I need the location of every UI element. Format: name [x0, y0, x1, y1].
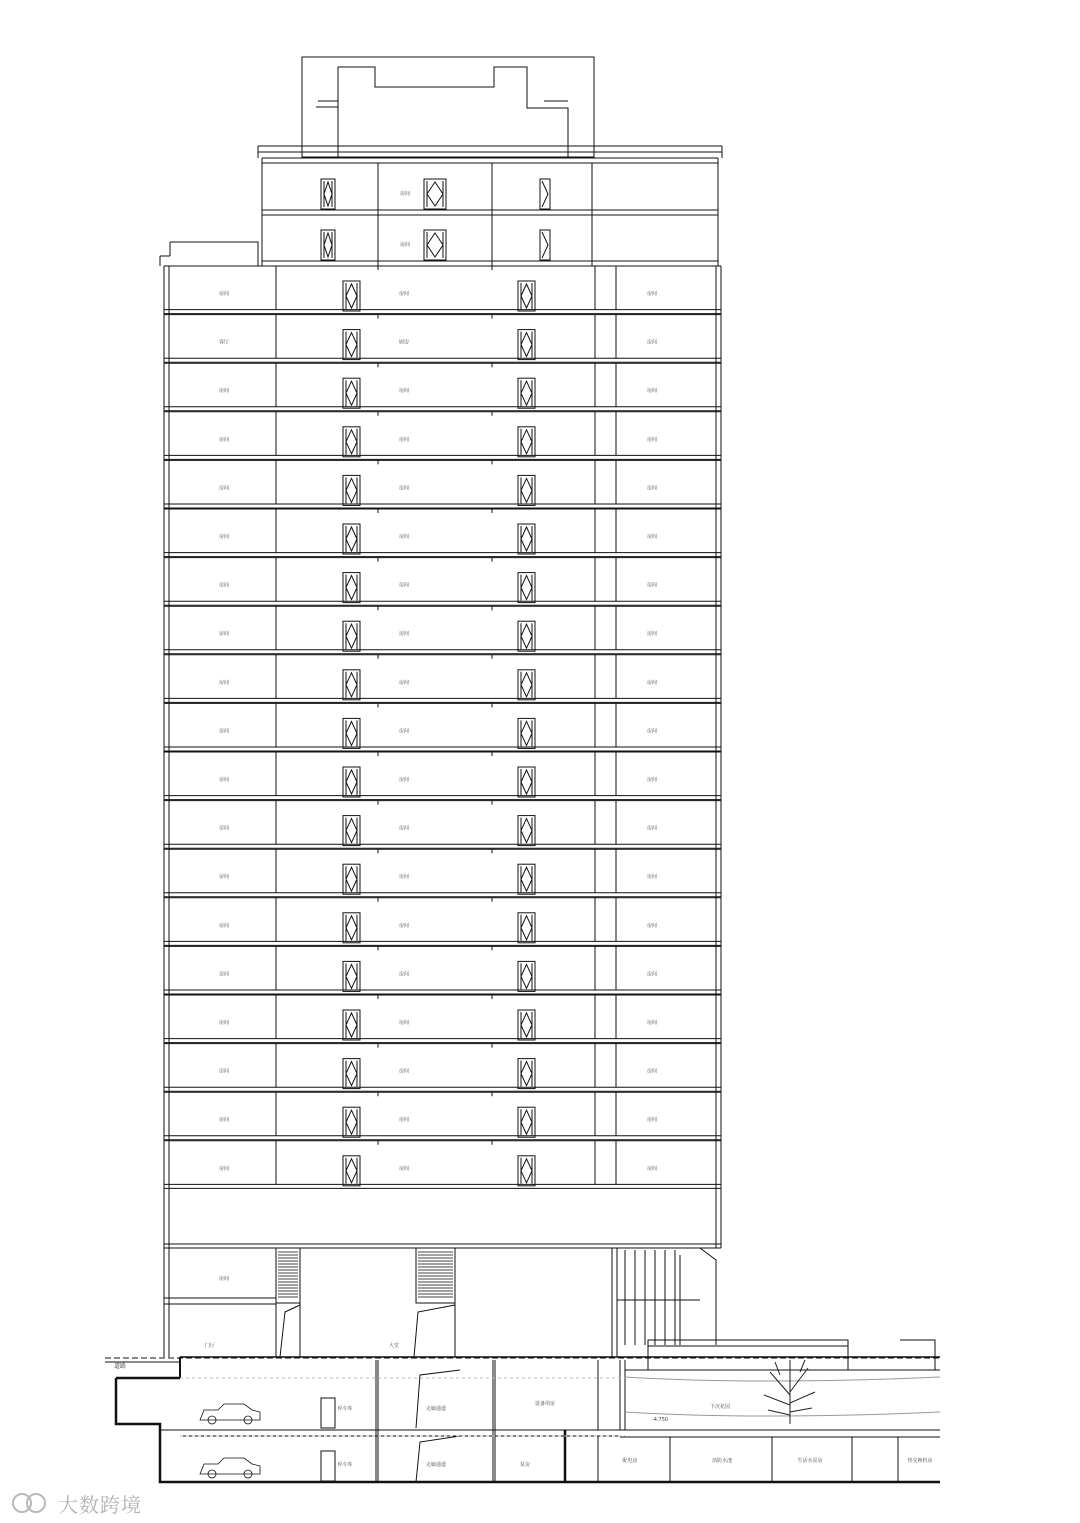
- room-label: 房间: [398, 728, 410, 735]
- door-icon: [343, 718, 360, 748]
- room-label: 房间: [646, 1165, 658, 1172]
- room-label: 房间: [398, 777, 410, 783]
- door-icon: [343, 767, 360, 797]
- room-label: 房间: [646, 1068, 658, 1075]
- roof-mechanical-block: [302, 57, 594, 157]
- room-label: 大堂: [388, 1343, 400, 1349]
- tower-floor: [164, 703, 721, 751]
- room-label: 停车库: [337, 1462, 353, 1468]
- room-label: 房间: [218, 534, 230, 540]
- room-label: 房间: [398, 1020, 410, 1026]
- door-icon: [518, 524, 535, 554]
- door-marks-basement: [321, 1398, 335, 1481]
- door-icon: [518, 1059, 535, 1089]
- tower-floor: [164, 946, 721, 994]
- penthouse-floor: [262, 163, 718, 215]
- room-label: 房间: [399, 191, 411, 197]
- room-label: 配电房: [622, 1458, 638, 1464]
- room-label: 房间: [398, 825, 410, 832]
- door-icon: [518, 281, 535, 311]
- tower-floor: [164, 655, 721, 703]
- room-label: 泵房: [519, 1462, 531, 1468]
- room-label: 房间: [218, 728, 230, 735]
- watermark-text: 大数跨境: [58, 1492, 142, 1517]
- room-label: 房间: [646, 1117, 658, 1124]
- tower-floor: [164, 558, 721, 606]
- tower-floor: [164, 460, 721, 508]
- door-icon: [343, 281, 360, 311]
- room-label: 房间: [218, 1068, 230, 1075]
- room-label: 房间: [398, 485, 410, 492]
- podium-structure: [164, 1248, 716, 1360]
- room-label: 房间: [646, 485, 658, 492]
- tower-floor: [164, 1092, 721, 1140]
- door-icon: [321, 179, 335, 209]
- room-label: 房间: [398, 631, 410, 638]
- penthouse-floor: [262, 214, 718, 266]
- curtain-wall: [625, 1250, 675, 1345]
- room-label: 房间: [218, 388, 230, 395]
- door-icon: [518, 767, 535, 797]
- door-icon: [518, 475, 535, 505]
- room-label: 房间: [218, 436, 230, 443]
- room-label: 房间: [646, 679, 658, 686]
- door-icon: [518, 913, 535, 943]
- room-label: 消防水池: [711, 1458, 733, 1464]
- door-icon: [518, 961, 535, 991]
- door-icon: [518, 573, 535, 603]
- room-label: 客厅: [218, 339, 230, 346]
- room-label: 房间: [398, 1117, 410, 1124]
- room-label: 房间: [218, 582, 230, 589]
- podium-slab: [164, 1244, 721, 1248]
- room-label: 房间: [398, 436, 410, 443]
- room-label: 房间: [218, 825, 230, 832]
- room-label: 房间: [218, 874, 230, 881]
- room-label: 房间: [398, 922, 410, 929]
- room-label: 房间: [646, 874, 658, 881]
- door-icon: [343, 475, 360, 505]
- room-label: 房间: [646, 388, 658, 395]
- car-icon: [200, 1458, 260, 1478]
- room-label: 热交换机房: [907, 1458, 933, 1464]
- door-icon: [518, 427, 535, 457]
- room-label: 房间: [646, 436, 658, 443]
- room-label: 房间: [646, 777, 658, 783]
- door-icon: [343, 1010, 360, 1040]
- room-label: 房间: [398, 534, 410, 540]
- door-icon: [343, 816, 360, 846]
- door-icon: [343, 427, 360, 457]
- door-icon: [518, 718, 535, 748]
- door-icon: [343, 913, 360, 943]
- room-label: 厨房: [398, 339, 410, 346]
- door-icon: [518, 864, 535, 894]
- door-icon: [343, 670, 360, 700]
- door-icon: [343, 961, 360, 991]
- room-label: 房间: [218, 1020, 230, 1026]
- door-icon: [518, 330, 535, 360]
- room-label: 房间: [646, 582, 658, 589]
- door-icon: [343, 330, 360, 360]
- room-label: 道路: [113, 1363, 127, 1370]
- door-icon: [518, 816, 535, 846]
- room-label: 房间: [398, 291, 410, 297]
- room-label: 下沉花园: [709, 1404, 731, 1410]
- door-icon: [424, 230, 446, 260]
- room-label: 房间: [398, 679, 410, 686]
- room-label: 房间: [646, 339, 658, 346]
- door-icon: [321, 230, 335, 260]
- tower-floor: [164, 801, 721, 849]
- tower-floor: [164, 315, 721, 363]
- door-icon: [343, 1059, 360, 1089]
- room-label: 房间: [218, 631, 230, 638]
- tower-floor: [164, 266, 721, 314]
- tower-floor: [164, 606, 721, 654]
- room-label: 门厅: [204, 1343, 216, 1349]
- room-label: 房间: [646, 631, 658, 638]
- watermark: [8, 1488, 142, 1518]
- tower-floor: [164, 412, 721, 460]
- room-label: 房间: [218, 1276, 230, 1282]
- room-label: 房间: [218, 485, 230, 492]
- door-icon: [518, 670, 535, 700]
- tower-floor: [164, 363, 721, 411]
- room-label: 房间: [646, 728, 658, 735]
- door-icon: [518, 378, 535, 408]
- door-icon: [343, 1156, 360, 1186]
- room-label: 走廊通道: [425, 1462, 447, 1468]
- room-label: 房间: [398, 971, 410, 978]
- door-icon: [343, 573, 360, 603]
- room-label: 生活水泵房: [797, 1458, 823, 1464]
- door-icon: [343, 1107, 360, 1137]
- room-label: 房间: [646, 922, 658, 929]
- room-label: 房间: [218, 1117, 230, 1124]
- tower-envelope: [164, 266, 721, 1248]
- room-label: 房间: [218, 777, 230, 783]
- room-label: 房间: [218, 1165, 230, 1172]
- room-label: -4.750: [651, 1417, 669, 1423]
- car-icon: [200, 1404, 260, 1424]
- double-circle-logo-icon: [8, 1491, 52, 1515]
- room-label: 房间: [398, 874, 410, 881]
- tower-floor: [164, 509, 721, 557]
- room-label: 走廊通道: [425, 1406, 447, 1412]
- room-label: 房间: [398, 1165, 410, 1172]
- room-label: 房间: [398, 388, 410, 395]
- room-label: 房间: [398, 1068, 410, 1075]
- tower-floor: [164, 849, 721, 897]
- door-icon: [518, 1010, 535, 1040]
- room-label: 房间: [218, 922, 230, 929]
- door-icon: [518, 1107, 535, 1137]
- room-label: 房间: [218, 679, 230, 686]
- room-label: 房间: [218, 291, 230, 297]
- room-label: 停车库: [337, 1406, 353, 1412]
- door-icon: [343, 378, 360, 408]
- tower-floor: [164, 1141, 721, 1189]
- door-icon: [518, 1156, 535, 1186]
- room-label: 设备用房: [534, 1401, 556, 1407]
- tower-floor: [164, 898, 721, 946]
- tower-floor: [164, 995, 721, 1043]
- room-label: 房间: [646, 825, 658, 832]
- door-icon: [343, 621, 360, 651]
- door-icon: [518, 621, 535, 651]
- room-label: 房间: [646, 971, 658, 978]
- room-label: 房间: [646, 1020, 658, 1026]
- tower-floor: [164, 752, 721, 800]
- room-label: 房间: [646, 291, 658, 297]
- room-label: 房间: [218, 971, 230, 978]
- door-icon: [424, 179, 446, 209]
- door-icon: [343, 524, 360, 554]
- room-label: 房间: [646, 534, 658, 540]
- room-label: 房间: [399, 242, 411, 248]
- door-icon: [343, 864, 360, 894]
- tower-floor: [164, 1044, 721, 1092]
- room-label: 房间: [398, 582, 410, 589]
- stair-hatch: [278, 1252, 453, 1297]
